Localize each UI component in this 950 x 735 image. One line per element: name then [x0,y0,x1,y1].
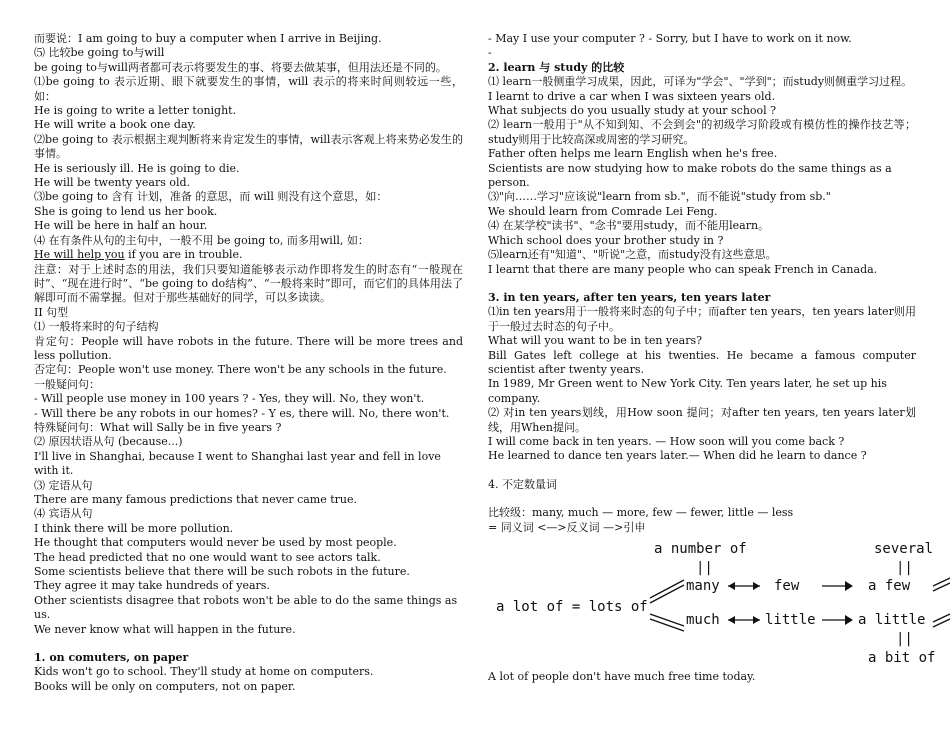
right-line: - [488,46,492,60]
right-line: What will you want to be in ten years? [488,334,703,348]
left-line: ⑷ 宾语从句 [34,507,93,521]
right-line: - May I use your computer ? - Sorry, but I have to work on it now. [488,32,852,45]
label-a-few: a few [868,578,911,594]
spacer [34,637,463,651]
left-line: Books will be only on computers, not on paper. [34,679,296,693]
label-few: few [774,578,800,594]
left-line: ⑴ 一般将来时的句子结构 [34,320,159,334]
left-line: I'll live in Shanghai, because I went to Shanghai last year and fell in love with it. [34,449,441,478]
quantifier-diagram [488,536,950,676]
right-line: 3. in ten years, after ten years, ten years later [488,290,771,304]
left-line: Other scientists disagree that robots won't be able to do the same things as us. [34,593,458,622]
right-line: Scientists are now studying how to make robots do the same things as a person. [488,161,892,190]
right-line: ⑴ learn一般侧重学习成果，因此，可译为"学会"、"学到"；而study则侧重学习过程。 [488,75,913,89]
left-column [34,32,463,694]
left-line: He will write a book one day. [34,118,196,132]
right-line: ⑴in ten years用于一般将来时态的句子中；而after ten years，ten years later则用于一般过去时态的句子中。 [488,305,916,333]
fork-upper [650,580,684,598]
right-line: Father often helps me learn English when he's free. [488,147,778,161]
right-line: ⑶"向……学习"应该说"learn from sb."，而不能说"study from sb." [488,190,831,204]
label-a-number-of: a number of [654,541,747,557]
right-line: ⑵ 对in ten years划线，用How soon 提问；对after ten years, ten years later划线，用When提问。 [488,406,916,434]
right-line: Which school does your brother study in ? [488,233,724,247]
right-line: Bill Gates left college at his twenties. He became a famous computer scientist after twenty years. [488,348,916,376]
left-line: He is going to write a letter tonight. [34,104,237,118]
left-line: - Will there be any robots in our homes? - Y es, there will. No, there won't. [34,406,450,420]
spacer [488,492,916,506]
right-line: I will come back in ten years. — How soon will you come back ? [488,434,845,448]
right-line: 比较级：many, much — more, few — fewer, little — less [488,506,794,520]
left-line: 肯定句：People will have robots in the future. There will be more trees and less pollution. [34,334,463,362]
left-line: There are many famous predictions that never came true. [34,493,358,506]
left-line: He thought that computers would never be used by most people. [34,536,397,550]
right-line: ⑷ 在某学校"读书"、"念书"要用study，而不能用learn。 [488,219,770,233]
left-line: ⑷ 在有条件从句的主句中，一般不用 be going to, 而多用will, 如： [34,233,369,247]
fork-lower [650,614,684,626]
left-line: He will be twenty years old. [34,176,191,190]
label-a-lot-of: a lot of = lots of [496,599,648,615]
left-line: 否定句：People won't use money. There won't be any schools in the future. [34,363,447,377]
equiv-several: || [896,560,913,576]
left-line: ⑵be going to 表示根据主观判断将来肯定发生的事情，will表示客观上将来势必发生的事情。 [34,132,463,161]
right-line: ⑸learn还有"知道"、"听说"之意，而study没有这些意思。 [488,248,777,262]
left-line: 注意：对于上述时态的用法，我们只要知道能够表示动作即将发生的时态有“一般现在时”、“现在进行时”、“be going to do结构”、“一般将来时”即可，而它们的具体用法了解即可而不需掌握。但对于那些基础好的同学，可以多读读。 [34,262,463,305]
left-line: Some scientists believe that there will be such robots in the future. [34,565,410,579]
right-line: ⑵ learn一般用于"从不知到知、不会到会"的初级学习阶段或有模仿性的操作技艺等；study则用于比较高深或周密的学习研究。 [488,118,916,146]
left-line: be going to与will两者都可表示将要发生的事、将要去做某事，但用法还是不同的。 [34,60,447,74]
right-line: 2. learn 与 study 的比较 [488,60,625,74]
left-line: - Will people use money in 100 years ? - Yes, they will. No, they won't. [34,392,425,406]
right-line: In 1989, Mr Green went to New York City. Ten years later, he set up his company. [488,377,887,405]
left-line: He will help you if you are in trouble. [34,248,243,262]
left-line: ⑶be going to 含有 计划，准备 的意思，而 will 则没有这个意思，如： [34,190,388,204]
left-line: 一般疑问句： [34,377,100,391]
left-line: He is seriously ill. He is going to die. [34,161,240,175]
left-line: She is going to lend us her book. [34,204,218,218]
right-column [488,32,916,535]
left-line: 1. on comuters, on paper [34,651,189,665]
left-line: They agree it may take hundreds of years. [34,579,270,593]
left-line: 而要说：I am going to buy a computer when I arrive in Beijing. [34,32,382,45]
label-a-little: a little [858,612,926,628]
label-much: much [686,612,720,628]
left-line: I think there will be more pollution. [34,521,234,535]
left-line: ⑴be going to 表示近期、眼下就要发生的事情，will 表示的将来时间则较远一些，如： [34,75,463,103]
fork-lower-2 [650,619,684,631]
left-line: ⑵ 原因状语从句 (because...) [34,435,183,449]
left-line: 特殊疑问句：What will Sally be in five years ? [34,420,282,434]
spacer [488,464,916,478]
label-a-bit-of: a bit of [868,650,936,666]
right-line: I learnt that there are many people who can speak French in Canada. [488,262,878,276]
right-line: He learned to dance ten years later.— When did he learn to dance ? [488,449,867,463]
right-line: I learnt to drive a car when I was sixteen years old. [488,89,776,103]
label-little: little [765,612,816,628]
left-line: He will be here in half an hour. [34,219,208,233]
label-many: many [686,578,720,594]
left-line: ⑶ 定语从句 [34,478,93,492]
right-line: = 同义词 <—>反义词 —>引申 [488,520,646,534]
left-line: The head predicted that no one would want to see actors talk. [34,550,381,564]
right-line: What subjects do you usually study at your school ? [488,104,777,118]
right-line: 4. 不定数量词 [488,477,557,491]
equiv-a-little: || [896,631,913,647]
left-line: ⑸ 比较be going to与will [34,46,165,60]
spacer [488,277,916,291]
left-line: Kids won't go to school. They'll study at home on computers. [34,665,374,679]
example-sentence: A lot of people don't have much free time today. [488,670,756,683]
right-line: We should learn from Comrade Lei Feng. [488,204,718,218]
left-line: II 句型 [34,305,69,319]
left-line: We never know what will happen in the future. [34,622,296,636]
equiv-a-number-of: || [696,560,713,576]
label-several: several [874,541,934,557]
fork-upper-2 [650,585,684,603]
